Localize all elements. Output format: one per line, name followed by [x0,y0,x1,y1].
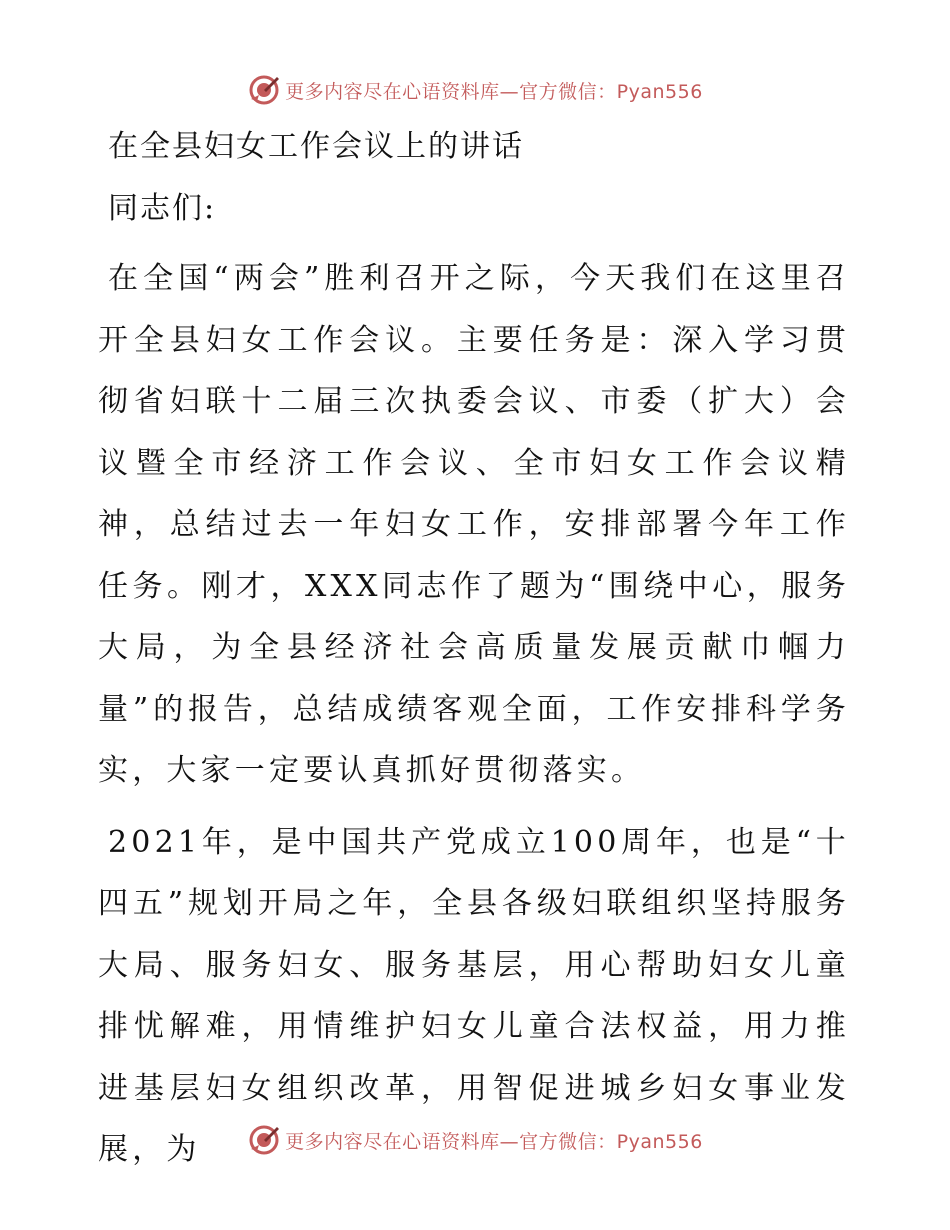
watermark-group [247,1123,703,1157]
footer-watermark [0,1120,950,1160]
watermark-text: 更多内容尽在心语资料库—官方微信：Pyan556 [285,1130,703,1153]
document-title: 在全县妇女工作会议上的讲话 [108,129,524,164]
document-body [98,118,850,1181]
header-watermark [0,70,950,110]
watermark-text: 更多内容尽在心语资料库—官方微信：Pyan556 [285,80,703,103]
watermark-group [247,73,703,107]
quill-pen-logo-icon [247,73,281,107]
paragraph-1: 在全国“两会”胜利召开之际，今天我们在这里召开全县妇女工作会议。主要任务是：深入学习贯彻省妇联十二届三次执委会议、市委（扩大）会议暨全市经济工作会议、全市妇女工作会议精神，总结过去一年妇女工作，安排部署今年工作任务。刚才，XXX同志作了题为“围绕中心，服务大局，为全县经济社会高质量发展贡献巾帼力量”的报告，总结成绩客观全面，工作安排科学务实，大家一定要认真抓好贯彻落实。 [98,261,850,788]
paragraph-2: 2021年，是中国共产党成立100周年，也是“十四五”规划开局之年，全县各级妇联组织坚持服务大局、服务妇女、服务基层，用心帮助妇女儿童排忧解难，用情维护妇女儿童合法权益，用力推进基层妇女组织改革，用智促进城乡妇女事业发展，为 [98,824,850,1167]
greeting: 同志们: [108,191,217,226]
quill-pen-logo-icon [247,1123,281,1157]
